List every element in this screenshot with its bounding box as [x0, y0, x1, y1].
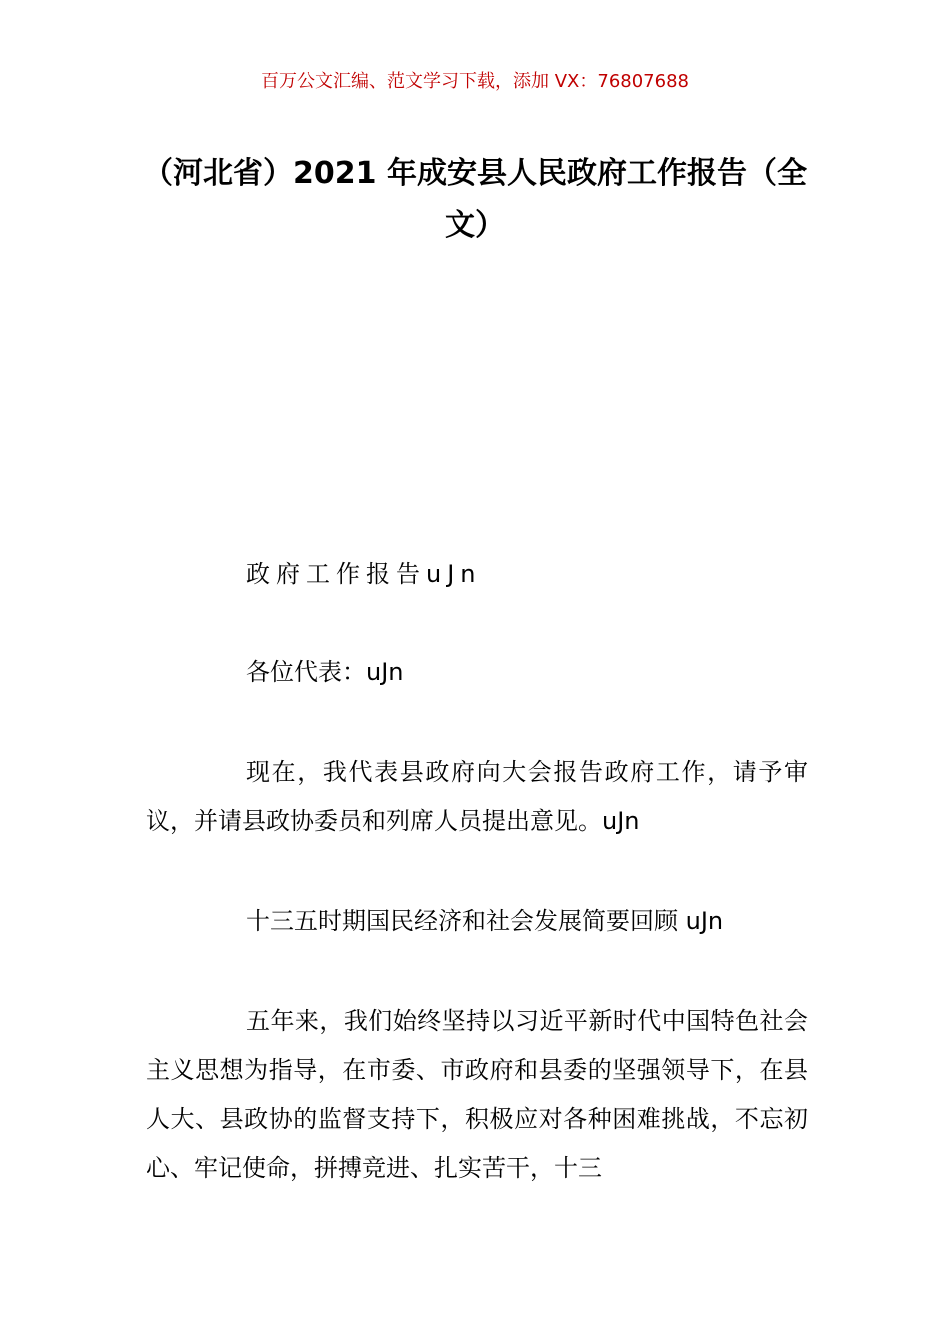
paragraph-salutation: 各位代表：uJn	[246, 658, 404, 686]
paragraph-intro: 现在，我代表县政府向大会报告政府工作，请予审议，并请县政协委员和列席人员提出意见。uJn	[146, 758, 808, 835]
paragraph-review: 五年来，我们始终坚持以习近平新时代中国特色社会主义思想为指导，在市委、市政府和县委的坚强领导下，在县人大、县政协的监督支持下，积极应对各种困难挑战，不忘初心、牢记使命，拼搏竞进、扎实苦干，十三	[146, 1007, 808, 1182]
header-note: 百万公文汇编、范文学习下载，添加 VX：76807688	[261, 71, 689, 92]
paragraph-report-heading: 政府工作报告uJn	[246, 560, 482, 588]
paragraph-section-heading: 十三五时期国民经济和社会发展简要回顾 uJn	[246, 907, 724, 935]
document-title: （河北省）2021 年成安县人民政府工作报告（全文）	[143, 156, 807, 243]
